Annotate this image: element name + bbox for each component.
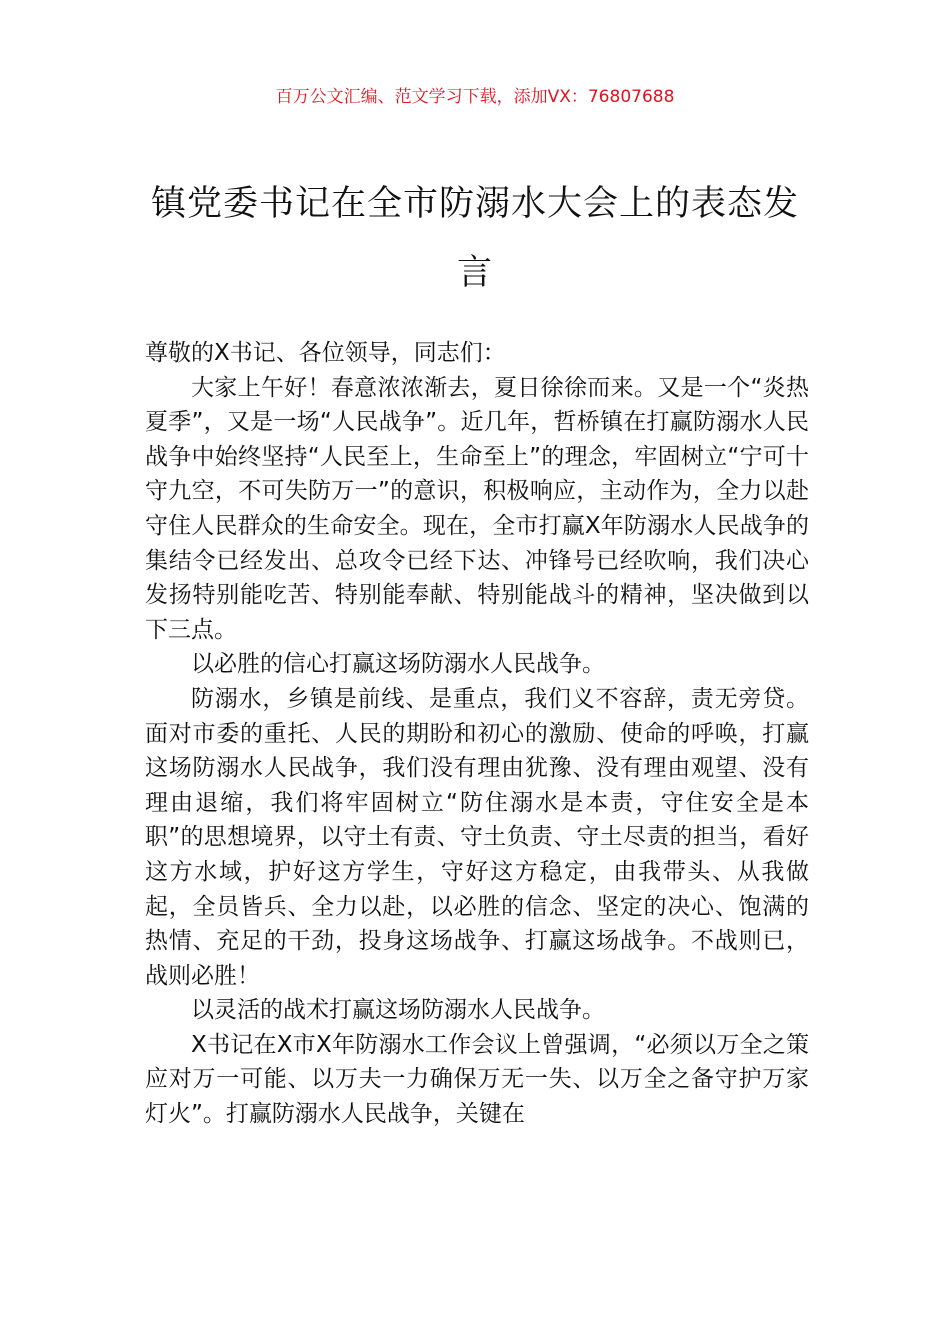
document-body bbox=[145, 336, 809, 1132]
section-heading-confidence: 以必胜的信心打赢这场防溺水人民战争。 bbox=[191, 651, 605, 678]
paragraph-opening: 大家上午好！春意浓浓渐去，夏日徐徐而来。又是一个“炎热夏季”，又是一场“人民战争”。近几年，哲桥镇在打赢防溺水人民战争中始终坚持“人民至上，生命至上”的理念，牢固树立“宁可十守九空，不可失防万一”的意识，积极响应，主动作为，全力以赴守住人民群众的生命安全。现在，全市打赢X年防溺水人民战争的集结令已经发出、总攻令已经下达、冲锋号已经吹响，我们决心发扬特别能吃苦、特别能奉献、特别能战斗的精神，坚决做到以下三点。 bbox=[145, 374, 809, 643]
paragraph-tactics: X书记在X市X年防溺水工作会议上曾强调，“必须以万全之策应对万一可能、以万夫一力确保万无一失、以万全之备守护万家灯火”。打赢防溺水人民战争，关键在 bbox=[145, 1031, 809, 1128]
paragraph-confidence: 防溺水，乡镇是前线、是重点，我们义不容辞，责无旁贷。面对市委的重托、人民的期盼和初心的激励、使命的呼唤，打赢这场防溺水人民战争，我们没有理由犹豫、没有理由观望、没有理由退缩，我们将牢固树立“防住溺水是本责，守住安全是本职”的思想境界，以守土有责、守土负责、守土尽责的担当，看好这方水域，护好这方学生，守好这方稳定，由我带头、从我做起，全员皆兵、全力以赴，以必胜的信念、坚定的决心、饱满的热情、充足的干劲，投身这场战争、打赢这场战争。不战则已，战则必胜！ bbox=[145, 685, 809, 989]
header-banner: 百万公文汇编、范文学习下载，添加VX：76807688 bbox=[275, 87, 675, 107]
document-title: 镇党委书记在全市防溺水大会上的表态发言 bbox=[150, 184, 799, 293]
section-heading-tactics: 以灵活的战术打赢这场防溺水人民战争。 bbox=[191, 997, 605, 1024]
salutation: 尊敬的X书记、各位领导，同志们： bbox=[145, 340, 506, 366]
